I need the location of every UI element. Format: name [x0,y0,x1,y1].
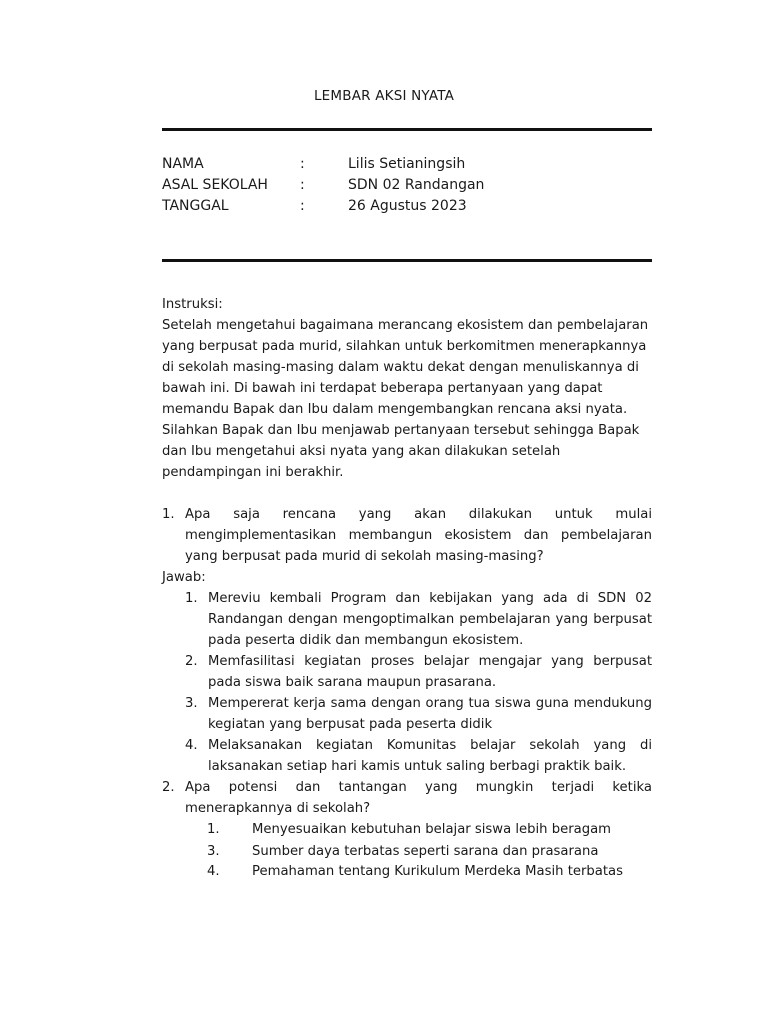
info-value: SDN 02 Randangan [348,177,485,193]
info-value: Lilis Setianingsih [348,156,466,172]
question-number: 2. [162,780,175,795]
answer-text: Memfasilitasi kegiatan proses belajar mengajar yang berpusat pada siswa baik sarana maupun prasarana. [208,654,652,690]
answer-text: Mempererat kerja sama dengan orang tua siswa guna mendukung kegiatan yang berpusat pada peserta didik [208,696,652,732]
answer-item [185,588,652,651]
answer-number: 1. [207,822,220,837]
document-title: LEMBAR AKSI NYATA [313,88,455,104]
info-value: 26 Agustus 2023 [348,198,467,214]
info-label: ASAL SEKOLAH [162,177,268,193]
identity-block [162,154,484,217]
question-text: Apa potensi dan tantangan yang mungkin terjadi ketika menerapkannya di sekolah? [185,780,652,816]
question-number: 1. [162,507,175,522]
question-2 [162,777,652,819]
answer-item [185,735,652,777]
instruction-body: Setelah mengetahui bagaimana merancang ekosistem dan pembelajaran yang berpusat pada murid, silahkan untuk berkomitmen menerapkannya di sekolah masing-masing dalam waktu dekat dengan menuliskannya di bawah ini. Di bawah ini terdapat beberapa pertanyaan yang dapat memandu Bapak dan Ibu dalam mengembangkan rencana aksi nyata. Silahkan Bapak dan Ibu menjawab pertanyaan tersebut sehingga Bapak dan Ibu mengetahui aksi nyata yang akan dilakukan setelah pendampingan ini berakhir. [162,318,649,480]
info-colon: : [300,198,305,214]
answer-number: 3. [207,844,220,859]
answer-number: 1. [185,591,198,606]
instruction-heading: Instruksi: [162,297,223,312]
info-label: NAMA [162,156,204,172]
answer-text: Mereviu kembali Program dan kebijakan yang ada di SDN 02 Randangan dengan mengoptimalkan pembelajaran yang berpusat pada peserta didik dan membangun ekosistem. [208,591,652,648]
instruction-block [162,294,652,483]
info-colon: : [300,156,305,172]
answer-label: Jawab: [162,570,206,585]
top-divider [162,128,652,131]
info-colon: : [300,177,305,193]
info-row-asal-sekolah [162,175,484,196]
answer-text: Menyesuaikan kebutuhan belajar siswa lebih beragam [252,822,612,837]
answer-number: 3. [185,696,198,711]
info-label: TANGGAL [162,198,229,214]
answer-text: Pemahaman tentang Kurikulum Merdeka Masih terbatas [252,864,624,879]
answer-number: 2. [185,654,198,669]
answer-item [185,651,652,693]
answer-number: 4. [207,864,220,879]
bottom-divider [162,259,652,262]
question-text: Apa saja rencana yang akan dilakukan untuk mulai mengimplementasikan membangun ekosistem dan pembelajaran yang berpusat pada murid di sekolah masing-masing? [185,507,652,564]
question-1 [162,504,652,567]
info-row-nama [162,154,484,175]
answer-item [185,693,652,735]
info-row-tanggal [162,196,484,217]
answer-text: Melaksanakan kegiatan Komunitas belajar sekolah yang di laksanakan setiap hari kamis untuk saling berbagi praktik baik. [208,738,652,774]
answer-number: 4. [185,738,198,753]
answer-text: Sumber daya terbatas seperti sarana dan prasarana [252,844,599,859]
